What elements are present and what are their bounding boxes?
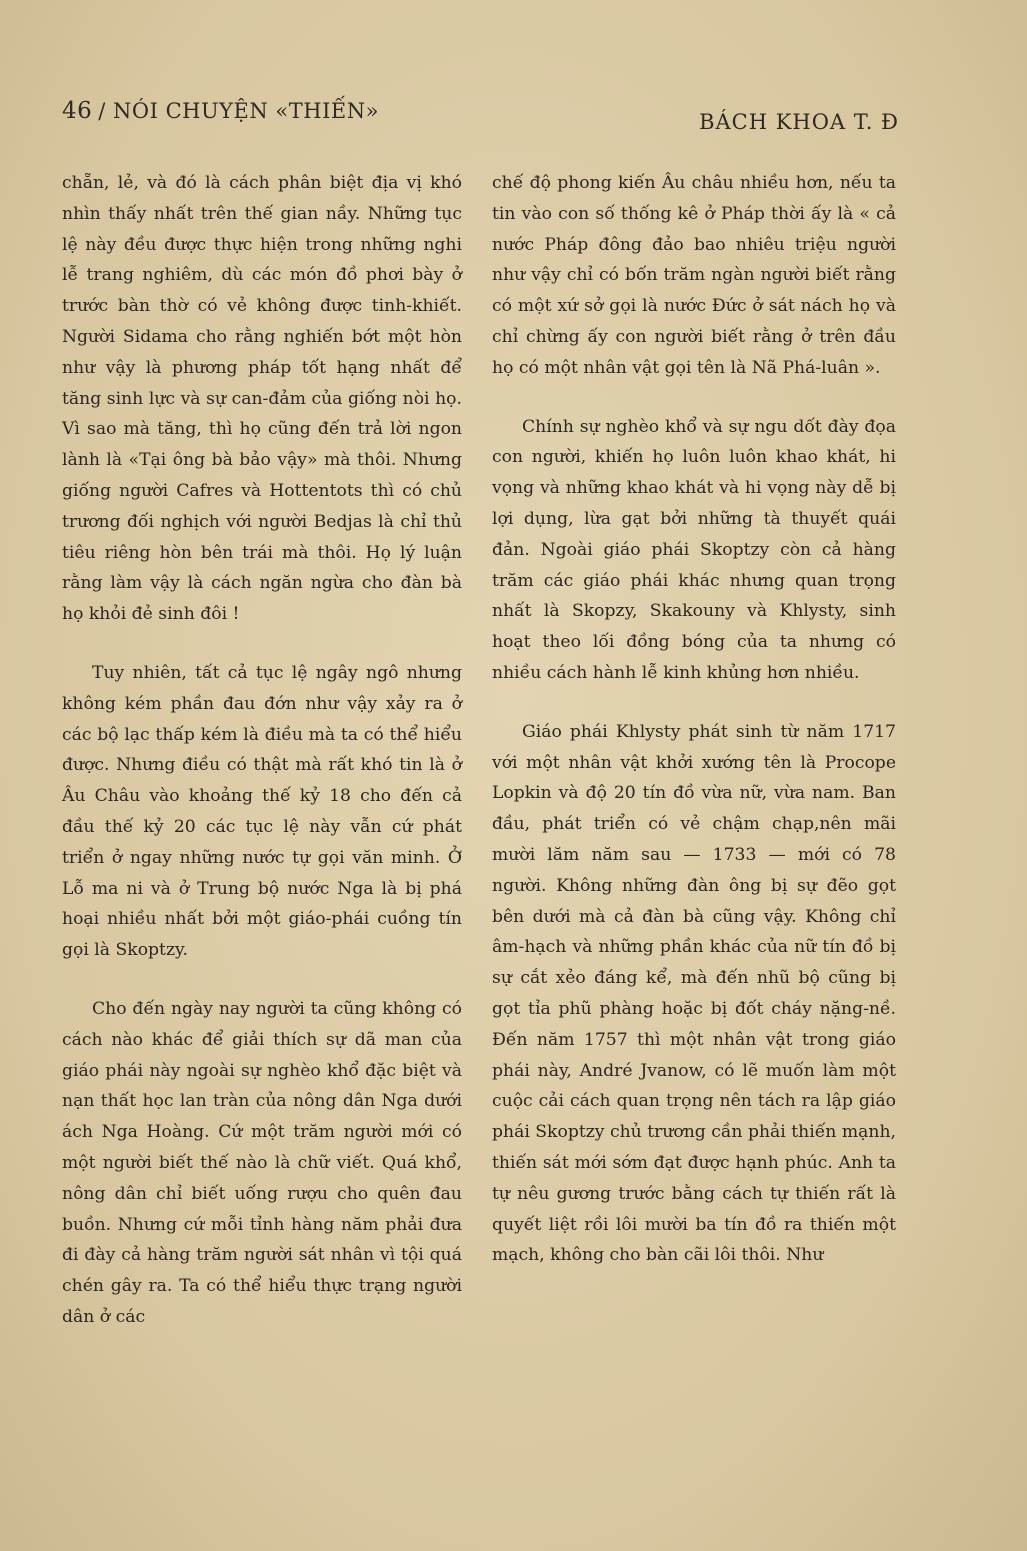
paragraph: Chính sự nghèo khổ và sự ngu dốt đày đọa con người, khiến họ luôn luôn khao khát, hi vọng và những khao khát và hi vọng này dễ bị lợi dụng, lừa gạt bởi những tà thuyết quái đản. Ngoài giáo phái Skoptzy còn cả hàng trăm các giáo phái khác nhưng quan trọng nhất là Skopzy, Skakouny và Khlysty, sinh hoạt theo lối đồng bóng của ta nhưng có nhiều cách hành lễ kinh khủng hơn nhiều. — [492, 416, 896, 683]
left-column — [62, 168, 462, 1333]
publication-title: BÁCH KHOA T. Đ — [699, 110, 899, 134]
paragraph: Giáo phái Khlysty phát sinh từ năm 1717 với một nhân vật khởi xướng tên là Procope Lopkin và độ 20 tín đồ vừa nữ, vừa nam. Ban đầu, phát triển có vẻ chậm chạp,nên mãi mười lăm năm sau — 1733 — mới có 78 người. Không những đàn ông bị sự đẽo gọt bên dưới mà cả đàn bà cũng vậy. Không chỉ âm-hạch và những phần khác của nữ tín đồ bị sự cắt xẻo đáng kể, mà đến nhũ bộ cũng bị gọt tỉa phũ phàng hoặc bị đốt cháy nặng-nề. Đến năm 1757 thì một nhân vật trong giáo phái này, André Jvanow, có lẽ muốn làm một cuộc cải cách quan trọng nên tách ra lập giáo phái Skoptzy chủ trương cần phải thiến mạnh, thiến sát mới sớm đạt được hạnh phúc. Anh ta tự nêu gương trước bằng cách tự thiến rất là quyết liệt rồi lôi mười ba tín đồ ra thiến một mạch, không cho bàn cãi lôi thôi. Như — [492, 721, 896, 1266]
paragraph: chế độ phong kiến Âu châu nhiều hơn, nếu ta tin vào con số thống kê ở Pháp thời ấy là « cả nước Pháp đông đảo bao nhiêu triệu người như vậy chỉ có bốn trăm ngàn người biết rằng có một xứ sở gọi là nước Đức ở sát nách họ và chỉ chừng ấy con người biết rằng ở trên đầu họ có một nhân vật gọi tên là Nã Phá-luân ». — [492, 173, 896, 378]
running-header — [62, 98, 899, 138]
header-left — [62, 98, 379, 124]
paragraph: Cho đến ngày nay người ta cũng không có cách nào khác để giải thích sự dã man của giáo phái này ngoài sự nghèo khổ đặc biệt và nạn thất học lan tràn của nông dân Nga dưới ách Nga Hoàng. Cứ một trăm người mới có một người biết thế nào là chữ viết. Quá khổ, nông dân chỉ biết uống rượu cho quên đau buồn. Nhưng cứ mỗi tỉnh hàng năm phải đưa đi đày cả hàng trăm người sát nhân vì tội quá chén gây ra. Ta có thể hiểu thực trạng người dân ở các — [62, 998, 462, 1327]
chapter-title: / NÓI CHUYỆN «THIẾN» — [98, 99, 379, 123]
paragraph: Tuy nhiên, tất cả tục lệ ngây ngô nhưng không kém phần đau đớn như vậy xảy ra ở các bộ lạc thấp kém là điều mà ta có thể hiểu được. Nhưng điều có thật mà rất khó tin là ở Âu Châu vào khoảng thế kỷ 18 cho đến cả đầu thế kỷ 20 các tục lệ này vẫn cứ phát triển ở ngay những nước tự gọi văn minh. Ở Lỗ ma ni và ở Trung bộ nước Nga là bị phá hoại nhiều nhất bởi một giáo-phái cuồng tín gọi là Skoptzy. — [62, 662, 462, 961]
page-number: 46 — [62, 98, 93, 124]
paragraph: chẵn, lẻ, và đó là cách phân biệt địa vị khó nhìn thấy nhất trên thế gian nầy. Những tục lệ này đều được thực hiện trong những nghi lễ trang nghiêm, dù các món đồ phơi bày ở trước bàn thờ có vẻ không được tinh-khiết. Người Sidama cho rằng nghiến bớt một hòn như vậy là phương pháp tốt hạng nhất để tăng sinh lực và sự can-đảm của giống nòi họ. Vì sao mà tăng, thì họ cũng đến trả lời ngon lành là «Tại ông bà bảo vậy» mà thôi. Nhưng giống người Cafres và Hottentots thì có chủ trương đối nghịch với người Bedjas là chỉ thủ tiêu riêng hòn bên trái mà thôi. Họ lý luận rằng làm vậy là cách ngăn ngừa cho đàn bà họ khỏi đẻ sinh đôi ! — [62, 173, 462, 625]
right-column — [492, 168, 896, 1271]
